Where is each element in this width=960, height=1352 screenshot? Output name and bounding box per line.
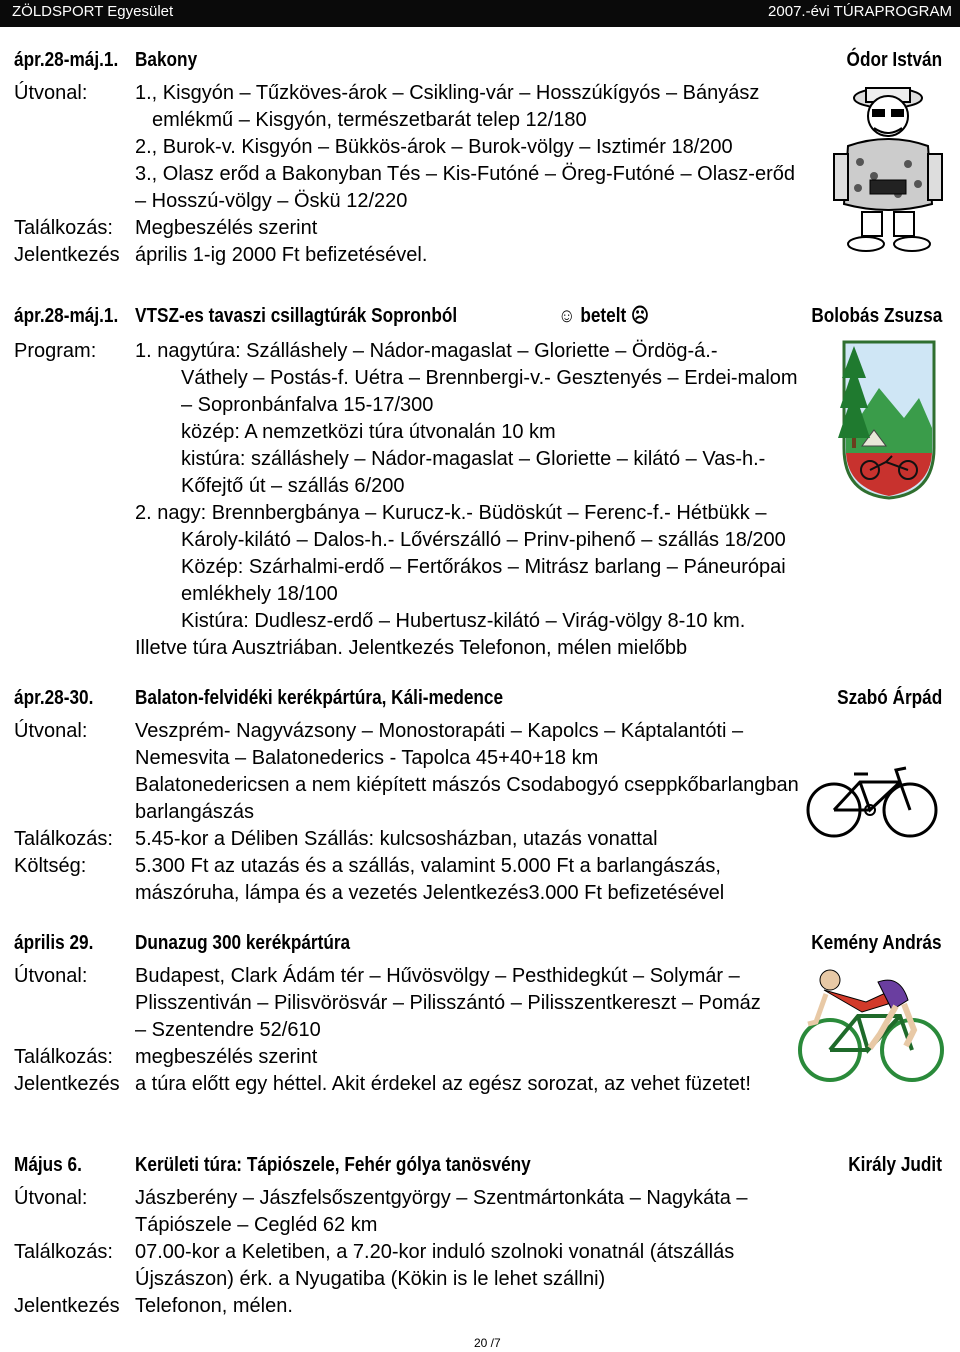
row-label: Útvonal:: [14, 82, 88, 104]
event-date: ápr.28-máj.1.: [14, 305, 119, 327]
program-line: közép: A nemzetközi túra útvonalán 10 km: [181, 421, 556, 443]
event-leader: Bolobás Zsuzsa: [811, 305, 942, 327]
event-title: Dunazug 300 kerékpártúra: [135, 932, 351, 954]
meeting-line: Megbeszélés szerint: [135, 217, 318, 239]
signup-line: Telefonon, mélen.: [135, 1295, 293, 1317]
row-label: Találkozás:: [14, 1241, 113, 1263]
program-line: Kistúra: Dudlesz-erdő – Hubertusz-kilátó – Virág-völgy 8-10 km.: [181, 610, 746, 632]
meeting-line: 07.00-kor a Keletiben, a 7.20-kor induló szolnoki vonatnál (átszállás: [135, 1241, 735, 1263]
hiker-illustration: [828, 84, 948, 256]
row-label: Útvonal:: [14, 965, 88, 987]
event-title: Balaton-felvidéki kerékpártúra, Káli-medence: [135, 687, 504, 709]
event-status: ☺ betelt ☹: [558, 305, 649, 327]
program-line: – Sopronbánfalva 15-17/300: [181, 394, 434, 416]
event-date: Május 6.: [14, 1154, 82, 1176]
row-label: Útvonal:: [14, 1187, 88, 1209]
event-date: ápr.28-máj.1.: [14, 49, 119, 71]
row-label: Találkozás:: [14, 828, 113, 850]
route-line: Tápiószele – Cegléd 62 km: [135, 1214, 378, 1236]
event-leader: Kemény András: [811, 932, 942, 954]
signup-line: a túra előtt egy héttel. Akit érdekel az egész sorozat, az vehet füzetet!: [135, 1073, 751, 1095]
route-line: Veszprém- Nagyvázsony – Monostorapáti – Kapolcs – Káptalantóti –: [135, 720, 744, 742]
route-line: 3., Olasz erőd a Bakonyban Tés – Kis-Futóné – Öreg-Futóné – Olasz-erőd: [135, 163, 795, 185]
program-line: Kőfejtő út – szállás 6/200: [181, 475, 405, 497]
route-line: – Hosszú-völgy – Öskü 12/220: [135, 190, 408, 212]
bicycle-illustration: [804, 760, 940, 840]
program-line: Illetve túra Ausztriában. Jelentkezés Telefonon, mélen mielőbb: [135, 637, 688, 659]
route-line: barlangászás: [135, 801, 254, 823]
event-date: ápr.28-30.: [14, 687, 94, 709]
route-line: Plisszentiván – Pilisvörösvár – Pilisszántó – Pilisszentkereszt – Pomáz: [135, 992, 761, 1014]
signup-line: április 1-ig 2000 Ft befizetésével.: [135, 244, 428, 266]
cost-line: 5.300 Ft az utazás és a szállás, valamint 5.000 Ft a barlangászás,: [135, 855, 721, 877]
event-leader: Ódor István: [846, 49, 942, 71]
row-label: Találkozás:: [14, 217, 113, 239]
page-number: 20 /7: [474, 1336, 501, 1350]
cyclist-illustration: [796, 960, 946, 1086]
program-line: kistúra: szálláshely – Nádor-magaslat – Gloriette – kilátó – Vas-h.-: [181, 448, 766, 470]
program-line: 2. nagy: Brennbergbánya – Kurucz-k.- Büdöskút – Ferenc-f.- Hétbükk –: [135, 502, 767, 524]
program-line: 1. nagytúra: Szálláshely – Nádor-magaslat – Gloriette – Ördög-á.-: [135, 340, 718, 362]
event-title: Bakony: [135, 49, 198, 71]
header-program: 2007.-évi TÚRAPROGRAM: [768, 3, 952, 20]
route-line: Balatonedericsen a nem kiépített mászós Csodabogyó cseppkőbarlangban: [135, 774, 799, 796]
route-line: emlékmű – Kisgyón, természetbarát telep 12/180: [152, 109, 587, 131]
row-label: Költség:: [14, 855, 87, 877]
event-leader: Szabó Árpád: [836, 687, 942, 709]
program-line: Közép: Szárhalmi-erdő – Fertőrákos – Mitrász barlang – Páneurópai: [181, 556, 786, 578]
route-line: – Szentendre 52/610: [135, 1019, 321, 1041]
row-label: Jelentkezés: [14, 244, 120, 266]
header-org: ZÖLDSPORT Egyesület: [12, 3, 174, 20]
row-label: Program:: [14, 340, 97, 362]
cost-line: mászóruha, lámpa és a vezetés Jelentkezés3.000 Ft befizetésével: [135, 882, 725, 904]
event-title: VTSZ-es tavaszi csillagtúrák Sopronból: [135, 305, 458, 327]
page-header-bar: [0, 0, 960, 27]
meeting-line: Újszászon) érk. a Nyugatiba (Kökin is le lehet szállni): [135, 1268, 606, 1290]
meeting-line: 5.45-kor a Déliben Szállás: kulcsosházban, utazás vonattal: [135, 828, 658, 850]
row-label: Útvonal:: [14, 720, 88, 742]
event-title: Kerületi túra: Tápiószele, Fehér gólya tanösvény: [135, 1154, 531, 1176]
row-label: Jelentkezés: [14, 1073, 120, 1095]
program-line: Váthely – Postás-f. Uétra – Brennbergi-v.- Gesztenyés – Erdei-malom: [181, 367, 798, 389]
meeting-line: megbeszélés szerint: [135, 1046, 318, 1068]
route-line: 2., Burok-v. Kisgyón – Bükkös-árok – Burok-völgy – Isztimér 18/200: [135, 136, 733, 158]
route-line: Nemesvita – Balatonederics - Tapolca 45+40+18 km: [135, 747, 599, 769]
program-line: Károly-kilátó – Dalos-h.- Lővérszálló – Prinv-pihenő – szállás 18/200: [181, 529, 786, 551]
row-label: Jelentkezés: [14, 1295, 120, 1317]
program-line: emlékhely 18/100: [181, 583, 338, 605]
route-line: 1., Kisgyón – Tűzköves-árok – Csikling-vár – Hosszúkígyós – Bányász: [135, 82, 760, 104]
event-date: április 29.: [14, 932, 94, 954]
row-label: Találkozás:: [14, 1046, 113, 1068]
event-leader: Király Judit: [848, 1154, 942, 1176]
route-line: Jászberény – Jászfelsőszentgyörgy – Szentmártonkáta – Nagykáta –: [135, 1187, 748, 1209]
club-badge-emblem: [834, 338, 944, 500]
route-line: Budapest, Clark Ádám tér – Hűvösvölgy – Pesthidegkút – Solymár –: [135, 965, 740, 987]
